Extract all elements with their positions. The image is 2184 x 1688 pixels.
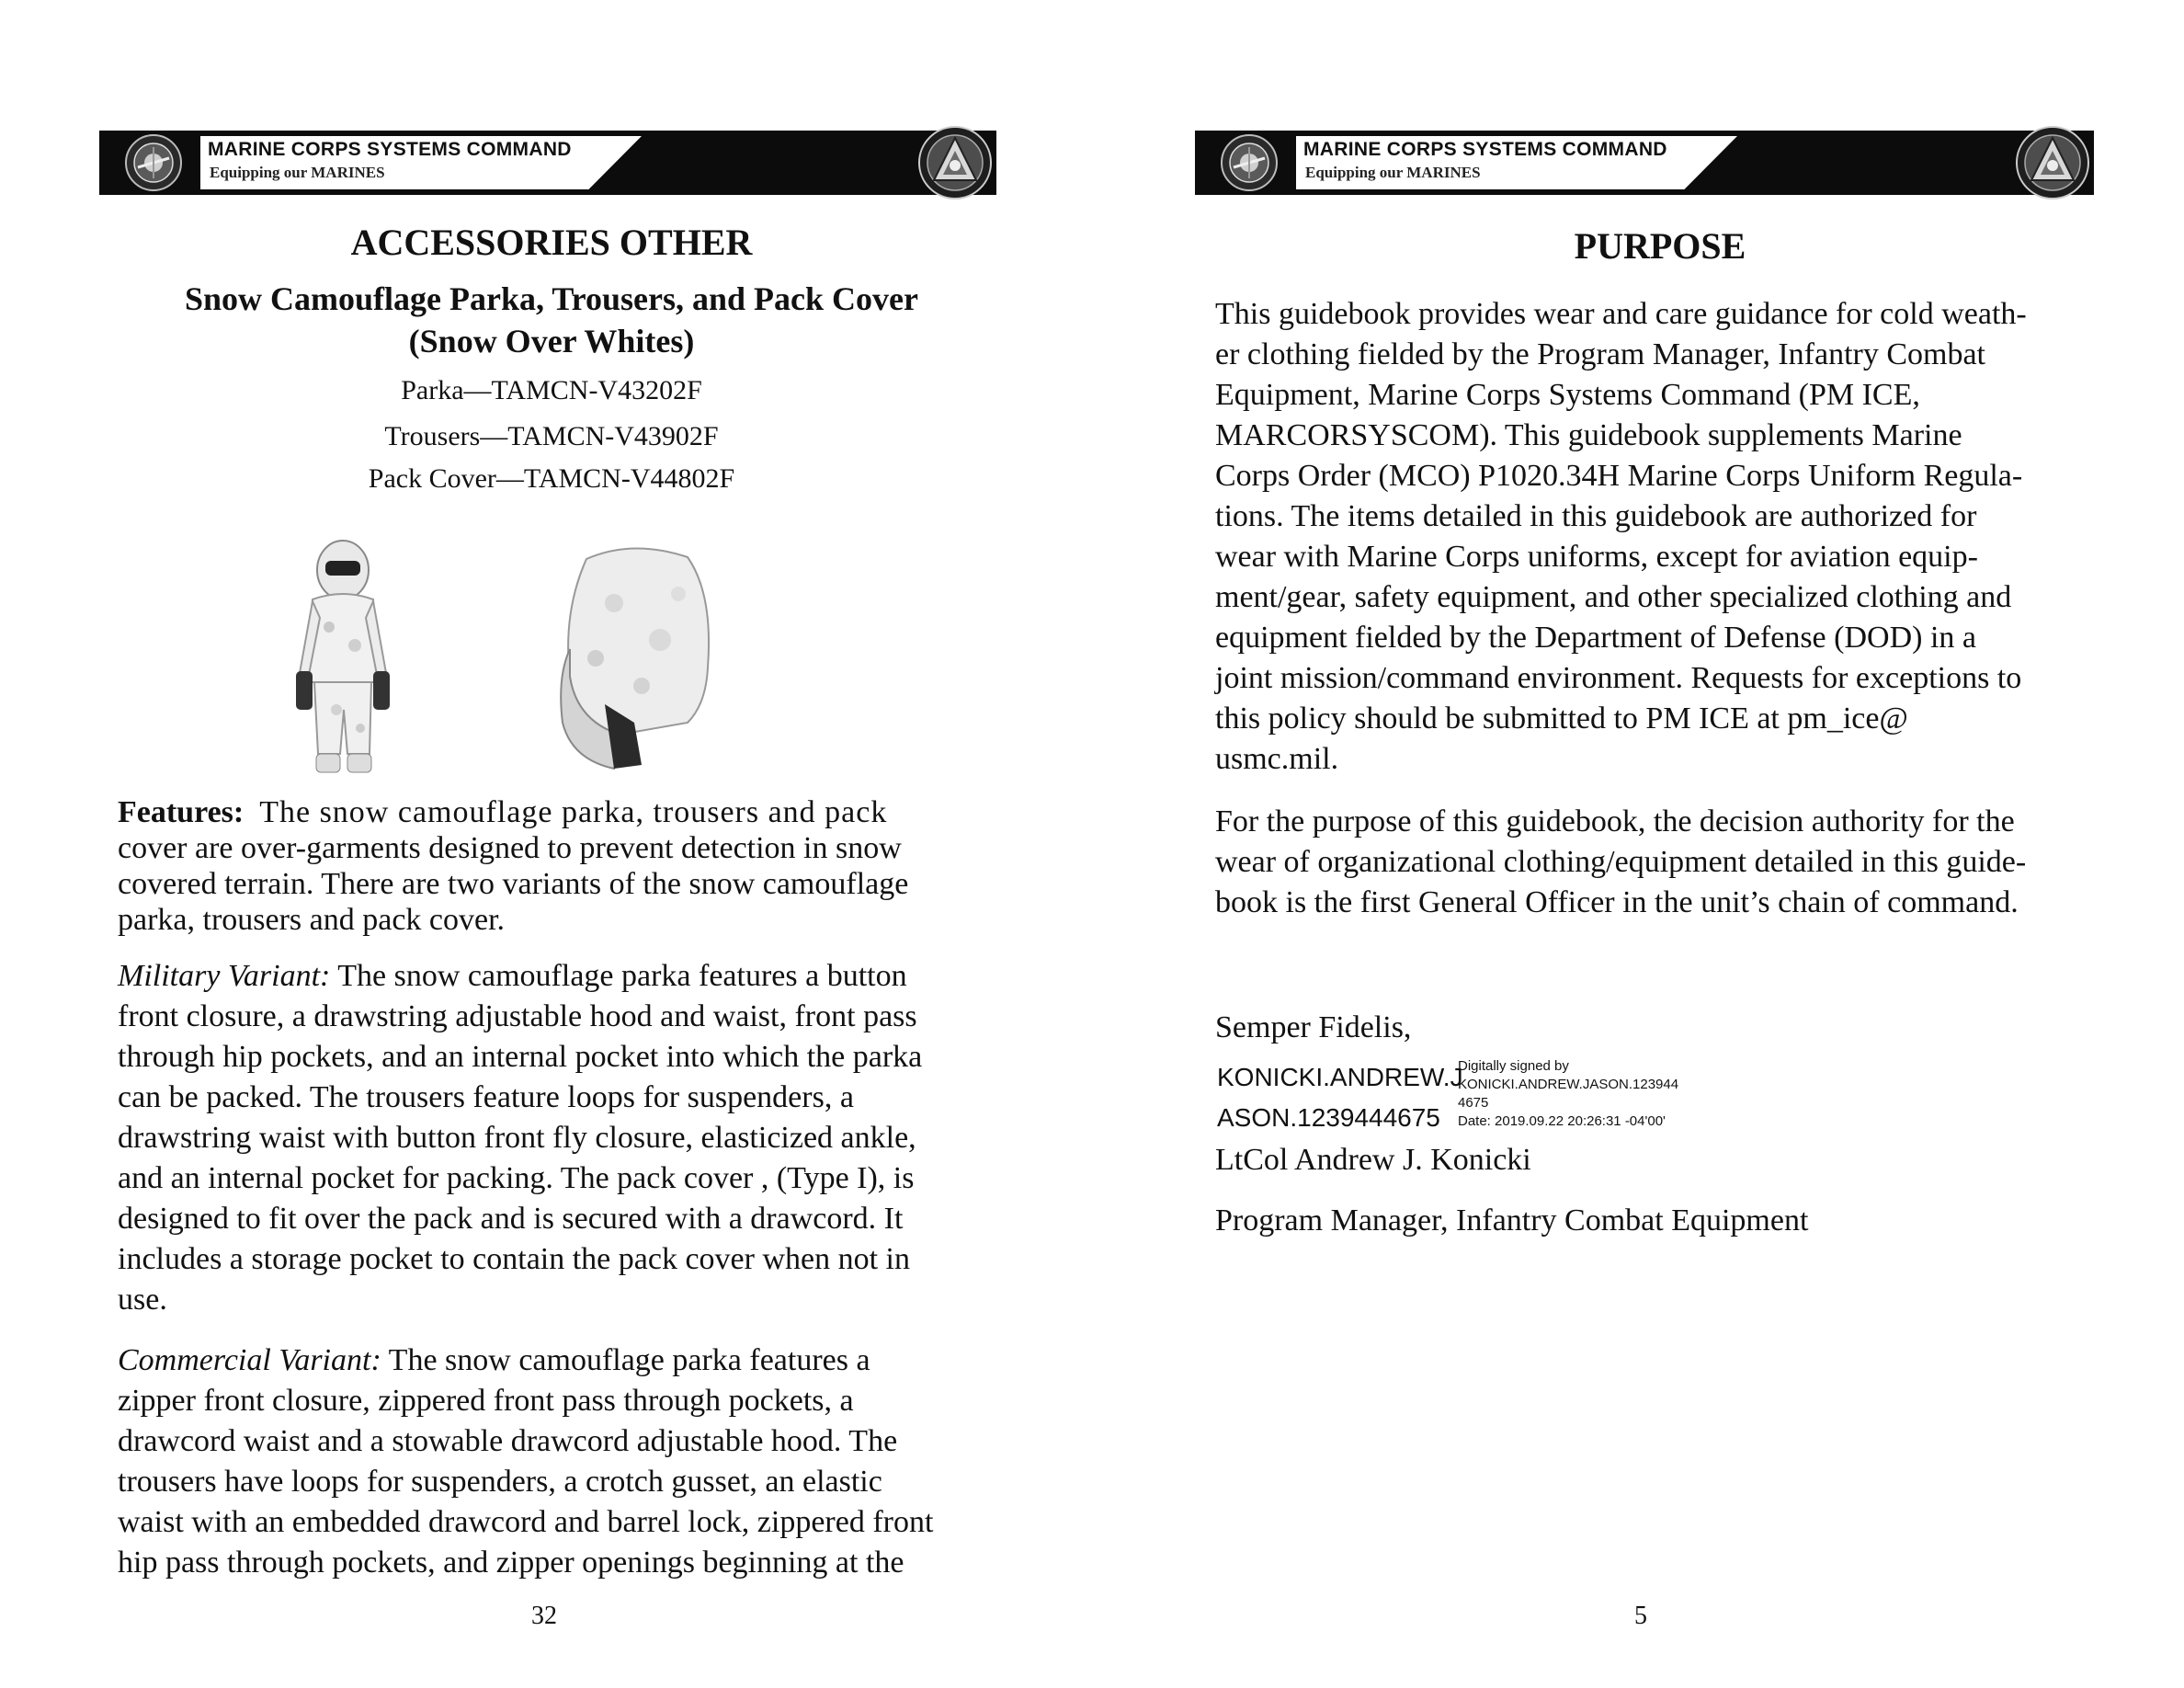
header-title: MARINE CORPS SYSTEMS COMMAND <box>1303 139 1667 160</box>
signer-name: LtCol Andrew J. Konicki <box>1215 1143 1531 1177</box>
commercial-line: The snow camouflage parka features a <box>388 1343 870 1377</box>
military-line: and an internal pocket for packing. The pack cover , (Type I), is <box>118 1161 915 1195</box>
signature-meta-line: Digitally signed by <box>1458 1058 1569 1074</box>
military-line: includes a storage pocket to contain the pack cover when not in <box>118 1242 910 1276</box>
military-line: use. <box>118 1283 167 1317</box>
item-title-line1: Snow Camouflage Parka, Trousers, and Pack Cover <box>184 280 918 317</box>
purpose-line: er clothing fielded by the Program Manager, Infantry Combat <box>1215 337 1985 371</box>
marcorsyscom-emblem-icon <box>917 125 993 200</box>
header-subtitle: Equipping our MARINES <box>1305 164 1481 181</box>
signature-name-line1: KONICKI.ANDREW.J <box>1217 1063 1463 1091</box>
features-line: The snow camouflage parka, trousers and pack <box>259 795 888 829</box>
signature-meta-line: KONICKI.ANDREW.JASON.123944 <box>1458 1077 1679 1092</box>
features-line: parka, trousers and pack cover. <box>118 903 506 937</box>
digital-signature-name <box>1217 1057 1463 1138</box>
purpose-line: usmc.mil. <box>1215 742 1339 776</box>
marine-corps-seal-icon <box>125 134 182 191</box>
marcorsyscom-emblem-icon <box>2015 125 2090 200</box>
right-page <box>1092 0 2184 1688</box>
purpose-line: this policy should be submitted to PM ICE at pm_ice@ <box>1215 701 1908 736</box>
page-number-left: 32 <box>531 1602 557 1630</box>
purpose-line: book is the first General Officer in the unit’s chain of command. <box>1215 885 2019 919</box>
purpose-title: PURPOSE <box>1574 225 1746 267</box>
purpose-line: tions. The items detailed in this guidebook are authorized for <box>1215 499 1977 533</box>
signer-title: Program Manager, Infantry Combat Equipment <box>1215 1203 1809 1237</box>
section-title: ACCESSORIES OTHER <box>350 222 753 263</box>
page-number-right: 5 <box>1634 1602 1647 1630</box>
military-line: front closure, a drawstring adjustable hood and waist, front pass <box>118 999 917 1033</box>
item-title <box>99 278 1004 362</box>
features-line: covered terrain. There are two variants of the snow camouflage <box>118 867 909 901</box>
commercial-variant-label: Commercial Variant: <box>118 1343 381 1377</box>
purpose-line: For the purpose of this guidebook, the decision authority for the <box>1215 804 2015 838</box>
purpose-line: joint mission/command environment. Requests for exceptions to <box>1215 661 2022 695</box>
purpose-line: wear of organizational clothing/equipment detailed in this guide- <box>1215 845 2027 879</box>
pack-cover-image <box>550 539 715 772</box>
purpose-line: Corps Order (MCO) P1020.34H Marine Corps Uniform Regula- <box>1215 459 2023 493</box>
military-line: The snow camouflage parka features a button <box>337 959 907 993</box>
purpose-line: Equipment, Marine Corps Systems Command (PM ICE, <box>1215 378 1920 412</box>
commercial-line: drawcord waist and a stowable drawcord adjustable hood. The <box>118 1424 898 1458</box>
header-banner <box>99 131 996 195</box>
features-line: cover are over-garments designed to prevent detection in snow <box>118 831 902 865</box>
purpose-line: wear with Marine Corps uniforms, except for aviation equip- <box>1215 540 1978 574</box>
digital-signature-details <box>1458 1057 1678 1131</box>
purpose-line: ment/gear, safety equipment, and other specialized clothing and <box>1215 580 2012 614</box>
purpose-line: MARCORSYSCOM). This guidebook supplements Marine <box>1215 418 1962 452</box>
marine-corps-seal-icon <box>1221 134 1278 191</box>
signature-name-line2: ASON.1239444675 <box>1217 1103 1440 1132</box>
header-banner <box>1195 131 2094 195</box>
military-line: drawstring waist with button front fly closure, elasticized ankle, <box>118 1121 916 1155</box>
tamcn-parka: Parka—TAMCN-V43202F <box>401 375 702 405</box>
military-line: designed to fit over the pack and is secured with a drawcord. It <box>118 1202 904 1236</box>
header-title: MARINE CORPS SYSTEMS COMMAND <box>208 139 572 160</box>
commercial-line: hip pass through pockets, and zipper openings beginning at the <box>118 1545 904 1580</box>
military-line: can be packed. The trousers feature loops for suspenders, a <box>118 1080 854 1114</box>
purpose-line: This guidebook provides wear and care guidance for cold weath- <box>1215 297 2027 331</box>
commercial-line: waist with an embedded drawcord and barrel lock, zippered front <box>118 1505 934 1539</box>
tamcn-trousers: Trousers—TAMCN-V43902F <box>384 421 719 451</box>
closing-salutation: Semper Fidelis, <box>1215 1010 1412 1044</box>
signature-meta-line: 4675 <box>1458 1095 1489 1111</box>
features-paragraph <box>118 794 908 938</box>
commercial-line: zipper front closure, zippered front pass through pockets, a <box>118 1384 854 1418</box>
header-subtitle: Equipping our MARINES <box>210 164 385 181</box>
purpose-line: equipment fielded by the Department of Defense (DOD) in a <box>1215 621 1976 655</box>
commercial-variant-paragraph <box>118 1340 933 1583</box>
purpose-paragraph-1 <box>1215 294 2027 780</box>
commercial-line: trousers have loops for suspenders, a crotch gusset, an elastic <box>118 1465 882 1499</box>
military-variant-paragraph <box>118 956 922 1320</box>
purpose-paragraph-2 <box>1215 802 2026 923</box>
military-line: through hip pockets, and an internal pocket into which the parka <box>118 1040 923 1074</box>
features-label: Features: <box>118 795 245 829</box>
item-title-line2: (Snow Over Whites) <box>408 323 695 359</box>
tamcn-pack-cover: Pack Cover—TAMCN-V44802F <box>368 463 735 494</box>
snow-camouflage-suit-image <box>292 535 393 776</box>
military-variant-label: Military Variant: <box>118 959 331 993</box>
signature-meta-line: Date: 2019.09.22 20:26:31 -04'00' <box>1458 1113 1666 1129</box>
